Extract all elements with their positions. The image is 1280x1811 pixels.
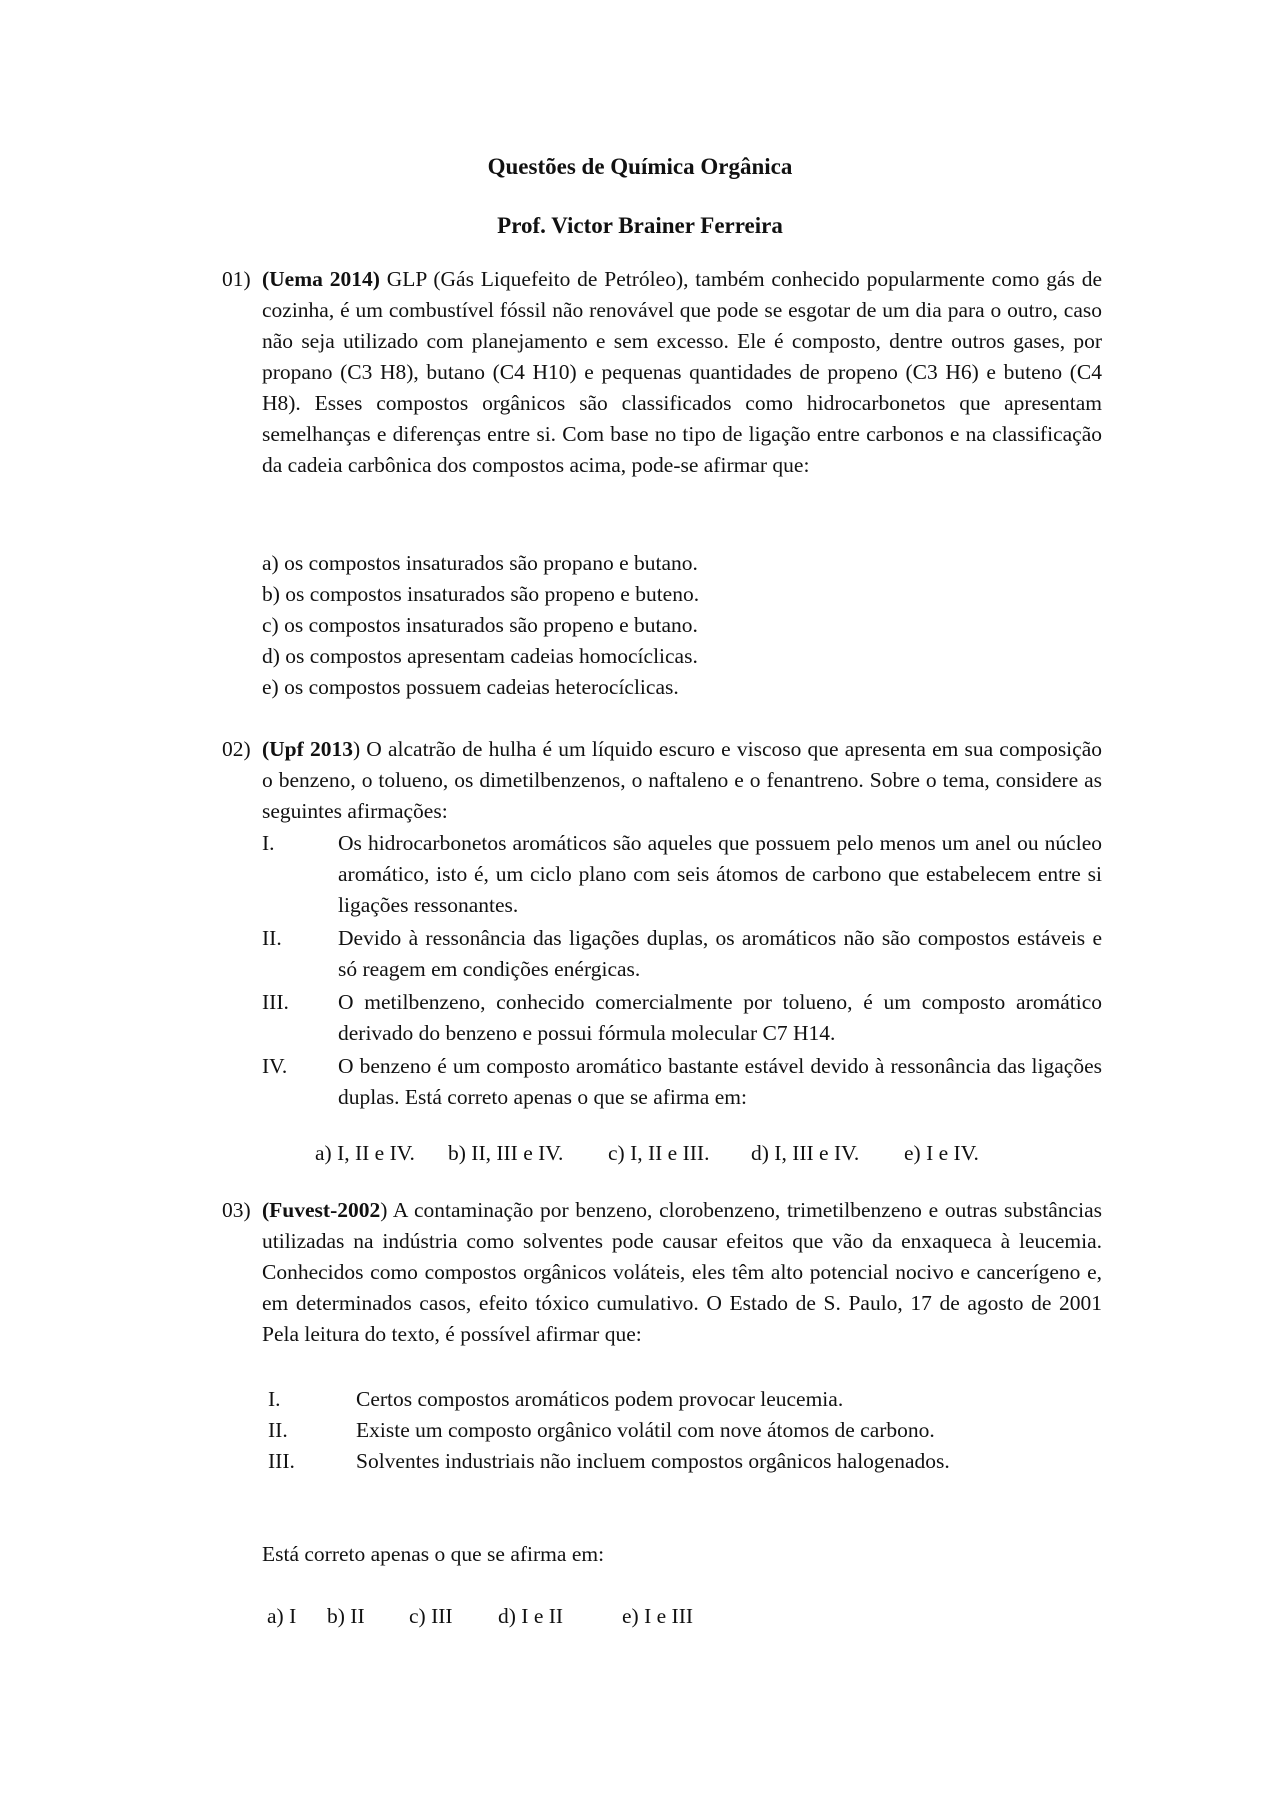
option-d: d) I e II bbox=[498, 1604, 564, 1628]
statement-numeral: II. bbox=[268, 1418, 288, 1442]
question-text: GLP (Gás Liquefeito de Petróleo), também conhecido popularmente como gás de cozinha, é um combustível fóssil não renovável que pode se esgotar de um dia para o outro, caso não seja utilizado com planejamento e sem excesso. Ele é composto, dentre outros gases, por propano (C3 H8), butano (C4 H10) e pequenas quantidades de propeno (C3 H6) e buteno (C4 H8). Esses compostos orgânicos são classificados como hidrocarbonetos que apresentam semelhanças e diferenças entre si. Com base no tipo de ligação entre carbonos e na classificação da cadeia carbônica dos compostos acima, pode-se afirmar que: bbox=[262, 267, 1102, 477]
statement-numeral: III. bbox=[262, 990, 289, 1014]
statement-text: O metilbenzeno, conhecido comercialmente por tolueno, é um composto aromático derivado do benzeno e possui fórmula molecular C7 H14. bbox=[338, 990, 1102, 1045]
question-text: ) O alcatrão de hulha é um líquido escuro e viscoso que apresenta em sua composição o benzeno, o tolueno, os dimetilbenzenos, o naftaleno e o fenantreno. Sobre o tema, considere as seguintes afirmações: bbox=[262, 737, 1102, 823]
option-a: a) I, II e IV. bbox=[315, 1141, 415, 1165]
question-2-statements bbox=[262, 828, 1102, 1115]
statement-numeral: I. bbox=[262, 831, 275, 855]
option-c: c) I, II e III. bbox=[608, 1141, 710, 1165]
option-b: b) II bbox=[327, 1604, 365, 1628]
statement-text: Existe um composto orgânico volátil com nove átomos de carbono. bbox=[356, 1418, 935, 1442]
statement-numeral: III. bbox=[268, 1449, 295, 1473]
question-text: ) A contaminação por benzeno, clorobenzeno, trimetilbenzeno e outras substâncias utilizadas na indústria como solventes pode causar efeitos que vão da enxaqueca à leucemia. Conhecidos como compostos orgânicos voláteis, eles têm alto potencial nocivo e cancerígeno e, em determinados casos, efeito tóxico cumulativo. O Estado de S. Paulo, 17 de agosto de 2001 Pela leitura do texto, é possível afirmar que: bbox=[262, 1198, 1102, 1346]
statement-i bbox=[262, 828, 1102, 921]
option-a: a) os compostos insaturados são propano e butano. bbox=[262, 551, 698, 575]
option-e: e) os compostos possuem cadeias heterocíclicas. bbox=[262, 675, 679, 699]
option-c: c) III bbox=[409, 1604, 453, 1628]
option-e: e) I e IV. bbox=[904, 1141, 979, 1165]
statement-i bbox=[268, 1384, 1068, 1415]
statement-text: Os hidrocarbonetos aromáticos são aqueles que possuem pelo menos um anel ou núcleo aromático, isto é, um ciclo plano com seis átomos de carbono que estabelecem entre si ligações ressonantes. bbox=[338, 831, 1102, 917]
question-number: 02) bbox=[222, 737, 251, 761]
statement-numeral: I. bbox=[268, 1387, 281, 1411]
option-c: c) os compostos insaturados são propeno e butano. bbox=[262, 613, 698, 637]
question-source: (Fuvest-2002 bbox=[262, 1198, 381, 1222]
statement-iv bbox=[262, 1051, 1102, 1113]
option-e: e) I e III bbox=[622, 1604, 694, 1628]
question-number: 03) bbox=[222, 1198, 251, 1222]
question-source: (Upf 2013 bbox=[262, 737, 353, 761]
statement-text: O benzeno é um composto aromático bastante estável devido à ressonância das ligações duplas. Está correto apenas o que se afirma em: bbox=[338, 1054, 1102, 1109]
statement-iii bbox=[268, 1446, 1068, 1477]
option-a: a) I bbox=[267, 1604, 297, 1628]
statement-ii bbox=[262, 923, 1102, 985]
option-b: b) os compostos insaturados são propeno e buteno. bbox=[262, 582, 700, 606]
option-b: b) II, III e IV. bbox=[448, 1141, 564, 1165]
statement-numeral: IV. bbox=[262, 1054, 288, 1078]
statement-text: Devido à ressonância das ligações duplas, os aromáticos não são compostos estáveis e só reagem em condições enérgicas. bbox=[338, 926, 1102, 981]
document-author: Prof. Victor Brainer Ferreira bbox=[497, 213, 783, 238]
document-title: Questões de Química Orgânica bbox=[487, 154, 793, 179]
question-1 bbox=[222, 264, 1102, 481]
statement-text: Solventes industriais não incluem compostos orgânicos halogenados. bbox=[356, 1449, 950, 1473]
statement-iii bbox=[262, 987, 1102, 1049]
statement-ii bbox=[268, 1415, 1068, 1446]
question-3-options bbox=[267, 1601, 693, 1632]
statement-text: Certos compostos aromáticos podem provocar leucemia. bbox=[356, 1387, 844, 1411]
question-3 bbox=[222, 1195, 1102, 1350]
question-2-options bbox=[315, 1138, 979, 1169]
question-source: (Uema 2014) bbox=[262, 267, 380, 291]
question-3-statements bbox=[268, 1384, 1068, 1477]
question-2 bbox=[222, 734, 1102, 827]
question-3-prompt: Está correto apenas o que se afirma em: bbox=[262, 1542, 605, 1566]
option-d: d) os compostos apresentam cadeias homocíclicas. bbox=[262, 644, 698, 668]
question-number: 01) bbox=[222, 267, 251, 291]
option-d: d) I, III e IV. bbox=[751, 1141, 860, 1165]
statement-numeral: II. bbox=[262, 926, 282, 950]
question-1-options bbox=[262, 548, 699, 703]
